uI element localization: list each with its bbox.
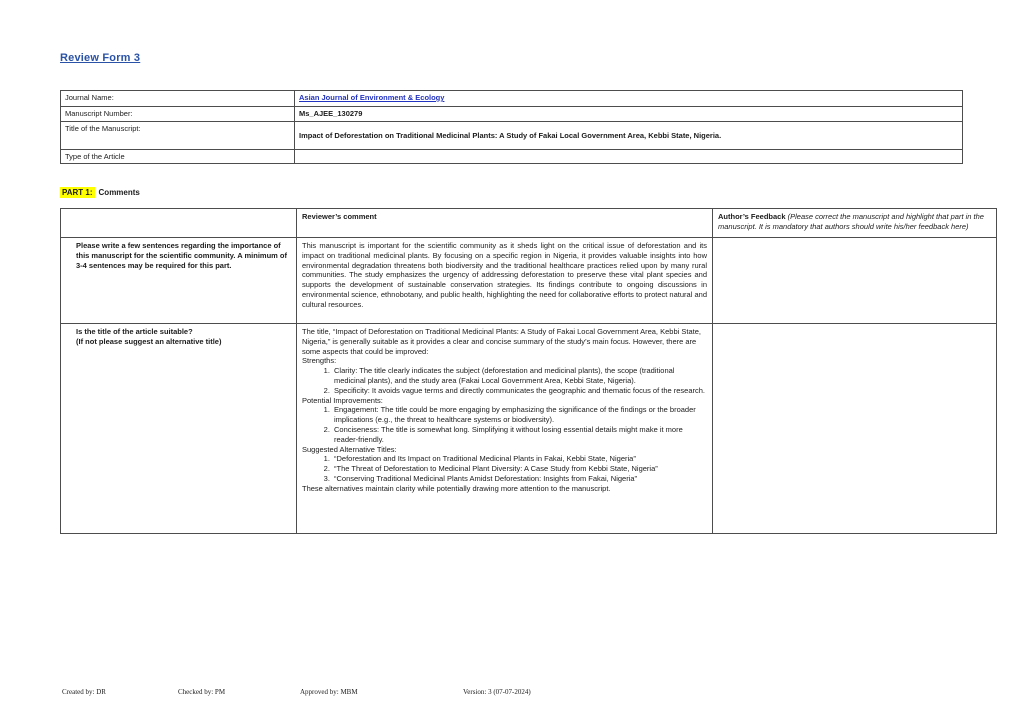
footer-created-by: Created by: DR (62, 688, 106, 696)
reviewer-comment-column-header: Reviewer’s comment (297, 209, 713, 238)
footer-checked-by: Checked by: PM (178, 688, 226, 696)
alternatives-item: 2. “The Threat of Deforestation to Medicinal Plant Diversity: A Case Study from Kebbi State, Nigeria” (332, 464, 707, 474)
strengths-item: 1. Clarity: The title clearly indicates the subject (deforestation and medicinal plants), the scope (traditional medicinal plants), and the study area (Fakai Local Government Area, Kebbi State, Nigeria). (332, 366, 707, 386)
title-suitability-question (61, 324, 297, 534)
title-suitability-row (61, 324, 997, 534)
title-suitability-author-feedback (713, 324, 997, 534)
importance-question: Please write a few sentences regarding the importance of this manuscript for the scientific community. A minimum of 3-4 sentences may be required for this part. (61, 238, 297, 324)
comments-table (60, 208, 997, 534)
importance-reviewer-comment: This manuscript is important for the scientific community as it sheds light on the critical issue of deforestation and its impact on traditional medicinal plants. By focusing on a specific region in Nigeria, it provides valuable insights into how environmental degradation threatens both biodiversity and the traditional healthcare practices relied upon by many rural communities. The study emphasizes the urgency of addressing deforestation to preserve these vital plant species and supports the development of sustainable conservation strategies. Its findings contribute to ongoing discussions in environmental science, ethnobotany, and public health, highlighting the need for collaborative efforts to protect natural and cultural resources. (297, 238, 713, 324)
alternatives-label: Suggested Alternative Titles: (302, 444, 397, 454)
manuscript-meta-table (60, 90, 963, 164)
alternatives-item: 3. “Conserving Traditional Medicinal Plants Amidst Deforestation: Insights from Fakai, Nigeria” (332, 474, 707, 484)
strengths-item: 2. Specificity: It avoids vague terms and directly communicates the geographic and thematic focus of the research. (332, 386, 707, 396)
title-suitability-question-line1: Is the title of the article suitable? (76, 327, 193, 336)
author-feedback-header-note: (Please correct the manuscript and highlight that part in the manuscript. It is mandatory that authors should write his/her feedback here) (718, 212, 984, 231)
strengths-label: Strengths: (302, 356, 337, 366)
author-feedback-header-bold: Author’s Feedback (718, 212, 788, 221)
part1-badge: PART 1: (62, 188, 93, 197)
manuscript-number-value: Ms_AJEE_130279 (295, 107, 963, 122)
importance-row (61, 238, 997, 324)
title-comment-closing: These alternatives maintain clarity while potentially drawing more attention to the manuscript. (302, 483, 611, 493)
author-feedback-column-header (713, 209, 997, 238)
manuscript-title-value: Impact of Deforestation on Traditional Medicinal Plants: A Study of Fakai Local Government Area, Kebbi State, Nigeria. (295, 122, 963, 150)
improvements-item: 1. Engagement: The title could be more engaging by emphasizing the significance of the findings or the broader implications (e.g., the threat to healthcare systems or biodiversity). (332, 405, 707, 425)
title-suitability-reviewer-comment (297, 324, 713, 534)
manuscript-title-label: Title of the Manuscript: (61, 122, 295, 150)
improvements-list (302, 405, 707, 444)
journal-name-label: Journal Name: (61, 91, 295, 107)
alternatives-item: 1. “Deforestation and Its Impact on Traditional Medicinal Plants in Fakai, Kebbi State, Nigeria” (332, 454, 707, 464)
part1-label: Comments (98, 188, 140, 197)
manuscript-number-label: Manuscript Number: (61, 107, 295, 122)
improvements-item: 2. Conciseness: The title is somewhat long. Simplifying it without losing essential details might make it more reader-friendly. (332, 425, 707, 445)
title-suitability-question-line2: (If not please suggest an alternative title) (76, 336, 222, 346)
footer-version: Version: 3 (07-07-2024) (463, 688, 531, 696)
improvements-label: Potential Improvements: (302, 395, 383, 405)
alternatives-list (302, 454, 707, 483)
manuscript-title-row (61, 122, 963, 150)
question-column-header (61, 209, 297, 238)
strengths-list (302, 366, 707, 395)
importance-author-feedback (713, 238, 997, 324)
journal-name-row (61, 91, 963, 107)
manuscript-number-row (61, 107, 963, 122)
page-title: Review Form 3 (60, 52, 141, 64)
journal-name-link[interactable]: Asian Journal of Environment & Ecology (299, 93, 445, 102)
article-type-value (295, 150, 963, 164)
comments-table-header-row (61, 209, 997, 238)
article-type-label: Type of the Article (61, 150, 295, 164)
title-comment-intro: The title, “Impact of Deforestation on Traditional Medicinal Plants: A Study of Fakai Local Government Area, Kebbi State, Nigeria,” is generally suitable as it provides a clear and concise summary of the study’s main focus. However, there are some aspects that could be improved: (302, 327, 701, 356)
article-type-row (61, 150, 963, 164)
footer-approved-by: Approved by: MBM (300, 688, 358, 696)
part1-heading (60, 188, 140, 197)
